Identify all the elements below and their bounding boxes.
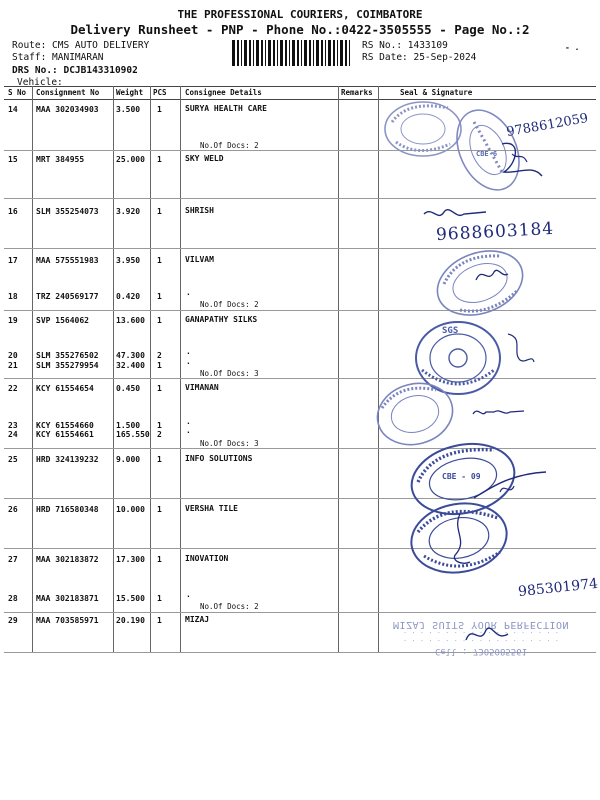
handwritten-phone-1: 9788612059 [505, 110, 590, 141]
row-sno: 28 [8, 594, 18, 603]
col-divider [378, 86, 379, 652]
row-consignee: . [186, 426, 191, 435]
barcode-bar [256, 40, 259, 66]
row-sno: 15 [8, 155, 18, 164]
row-weight: 20.190 [116, 616, 145, 625]
row-weight: 25.000 [116, 155, 145, 164]
col-header-consignee: Consignee Details [185, 88, 262, 97]
sgs-stamp-text: SGS [442, 326, 459, 336]
row-consignee: . [186, 288, 191, 297]
row-consignment: TRZ 240569177 [36, 292, 99, 301]
col-header-seal: Seal & Signature [400, 88, 473, 97]
row-consignee: VILVAM [185, 255, 214, 264]
row-consignment: HRD 324139232 [36, 455, 99, 464]
row-consignee: MIZAJ [185, 615, 210, 624]
row-consignee: . [186, 347, 191, 356]
barcode-bar [241, 40, 242, 66]
barcode-bar [304, 40, 307, 66]
rs-number: RS No.: 1433109 [362, 40, 448, 51]
barcode-bar [261, 40, 263, 66]
row-weight: 32.400 [116, 361, 145, 370]
cbe-stamp: CBE - 09 [442, 472, 481, 481]
row-consignee: . [186, 417, 191, 426]
mizaj-stamp-cell: Cell : 7305085561 [434, 646, 528, 656]
barcode-bar [249, 40, 251, 66]
row-sno: 25 [8, 455, 18, 464]
row-weight: 3.500 [116, 105, 141, 114]
barcode-bar [313, 40, 314, 66]
barcode-bar [253, 40, 254, 66]
row-pcs: 1 [157, 316, 162, 325]
row-consignee: . [186, 357, 191, 366]
row-consignment: MRT 384955 [36, 155, 85, 164]
barcode-bar [297, 40, 299, 66]
mizaj-signature [462, 620, 512, 650]
docs-count: No.Of Docs: 2 [200, 602, 259, 611]
barcode-bar [292, 40, 295, 66]
row-consignee: INFO SOLUTIONS [185, 454, 253, 463]
col-header-sno: S No [8, 88, 27, 97]
barcode-bar [349, 40, 350, 66]
docs-count: No.Of Docs: 3 [200, 369, 259, 378]
row-sno: 18 [8, 292, 18, 301]
row-pcs: 2 [157, 351, 162, 360]
mizaj-stamp-line: MIZAJ SUITS YOUR PERFECTION [392, 619, 570, 630]
vimanan-signature [470, 402, 526, 422]
row-consignment: KCY 61554654 [36, 384, 94, 393]
barcode-bar [328, 40, 331, 66]
table-top-rule [4, 86, 596, 87]
barcode-bar [340, 40, 343, 66]
row-weight: 15.500 [116, 594, 145, 603]
row-pcs: 1 [157, 292, 162, 301]
row-pcs: 1 [157, 105, 162, 114]
row-consignment: KCY 61554661 [36, 430, 94, 439]
row-pcs: 1 [157, 555, 162, 564]
barcode-bar [316, 40, 319, 66]
barcode-bar [268, 40, 271, 66]
runsheet-title: Delivery Runsheet - PNP - Phone No.:0422-3505555 - Page No.:2 [70, 22, 530, 37]
row-consignment: MAA 703585971 [36, 616, 99, 625]
col-divider [150, 86, 151, 652]
col-divider [180, 86, 181, 652]
row-sno: 26 [8, 505, 18, 514]
row-consignee: GANAPATHY SILKS [185, 315, 258, 324]
mark-dot: - . [565, 43, 580, 52]
row-consignment: MAA 302183871 [36, 594, 99, 603]
barcode-bar [273, 40, 275, 66]
vilvam-signature [472, 262, 512, 288]
row-sno: 27 [8, 555, 18, 564]
vehicle-label: Vehicle: [17, 77, 63, 88]
row-consignee: SKY WELD [185, 154, 224, 163]
row-weight: 0.450 [116, 384, 141, 393]
sky-weld-signature [492, 134, 552, 184]
row-consignment: MAA 302183872 [36, 555, 99, 564]
handwritten-phone-3: 985301974 [517, 575, 599, 601]
col-header-consignment: Consignment No [36, 88, 100, 97]
row-separator [4, 378, 596, 379]
mizaj-stamp-address: . . . . . . . . . . . . . . . . . . . [403, 638, 559, 646]
row-weight: 1.500 [116, 421, 141, 430]
barcode-bar [325, 40, 326, 66]
route-label: Route: CMS AUTO DELIVERY [12, 40, 150, 51]
row-consignment: HRD 716580348 [36, 505, 99, 514]
barcode-bar [301, 40, 302, 66]
barcode-bar [265, 40, 266, 66]
row-consignee: . [186, 590, 191, 599]
barcode-bar [345, 40, 347, 66]
handwritten-phone-2: 9688603184 [435, 218, 555, 246]
row-weight: 0.420 [116, 292, 141, 301]
docs-count: No.Of Docs: 2 [200, 141, 259, 150]
row-pcs: 1 [157, 421, 162, 430]
row-consignment: MAA 302034903 [36, 105, 99, 114]
row-sno: 17 [8, 256, 18, 265]
row-sno: 29 [8, 616, 18, 625]
col-header-remarks: Remarks [341, 88, 373, 97]
barcode-bar [285, 40, 287, 66]
col-divider [113, 86, 114, 652]
barcode-bar [277, 40, 278, 66]
row-consignee: VIMANAN [185, 383, 219, 392]
row-consignment: SLM 355276502 [36, 351, 99, 360]
versha-signature [440, 510, 480, 570]
sgs-signature [500, 328, 540, 368]
row-weight: 47.300 [116, 351, 145, 360]
barcode-bar [237, 40, 239, 66]
row-pcs: 1 [157, 455, 162, 464]
row-pcs: 2 [157, 430, 162, 439]
row-consignment: KCY 61554660 [36, 421, 94, 430]
row-sno: 16 [8, 207, 18, 216]
row-pcs: 1 [157, 155, 162, 164]
mizaj-stamp-address: . . . . . . . . . . . . . . . . . . . [403, 630, 559, 638]
row-weight: 10.000 [116, 505, 145, 514]
row-weight: 3.950 [116, 256, 141, 265]
barcode-bar [333, 40, 335, 66]
barcode-bar [321, 40, 323, 66]
docs-count: No.Of Docs: 3 [200, 439, 259, 448]
col-header-pcs: PCS [153, 88, 167, 97]
table-header-rule [4, 99, 596, 100]
staff-label: Staff: MANIMARAN [12, 52, 104, 63]
cbe-stamp-small: CBE 6 [476, 150, 498, 158]
row-consignee: INOVATION [185, 554, 229, 563]
row-sno: 23 [8, 421, 18, 430]
row-sno: 22 [8, 384, 18, 393]
barcode-bar [337, 40, 338, 66]
row-pcs: 1 [157, 616, 162, 625]
barcode-bar [289, 40, 290, 66]
row-sno: 21 [8, 361, 18, 370]
row-pcs: 1 [157, 384, 162, 393]
col-header-weight: Weight [116, 88, 144, 97]
col-divider [32, 86, 33, 652]
row-sno: 20 [8, 351, 18, 360]
row-weight: 17.300 [116, 555, 145, 564]
barcode-bar [232, 40, 235, 66]
row-consignment: SLM 355254073 [36, 207, 99, 216]
row-consignee: SURYA HEALTH CARE [185, 104, 267, 113]
row-sno: 19 [8, 316, 18, 325]
row-weight: 165.550 [116, 430, 150, 439]
company-name: THE PROFESSIONAL COURIERS, COIMBATORE [177, 8, 423, 21]
row-sno: 14 [8, 105, 18, 114]
row-sno: 24 [8, 430, 18, 439]
row-weight: 9.000 [116, 455, 141, 464]
col-divider [338, 86, 339, 652]
row-pcs: 1 [157, 361, 162, 370]
barcode-bar [309, 40, 311, 66]
barcode [232, 40, 350, 66]
row-consignee: SHRISH [185, 206, 214, 215]
row-consignment: SVP 1564062 [36, 316, 89, 325]
row-consignee: VERSHA TILE [185, 504, 238, 513]
row-weight: 13.600 [116, 316, 145, 325]
rs-date: RS Date: 25-Sep-2024 [362, 52, 477, 63]
row-pcs: 1 [157, 207, 162, 216]
drs-number: DRS No.: DCJB143310902 [12, 65, 138, 76]
row-separator [4, 198, 596, 199]
barcode-bar [244, 40, 247, 66]
row-pcs: 1 [157, 594, 162, 603]
row-consignment: MAA 575551983 [36, 256, 99, 265]
row-consignment: SLM 355279954 [36, 361, 99, 370]
barcode-bar [280, 40, 283, 66]
docs-count: No.Of Docs: 2 [200, 300, 259, 309]
row-weight: 3.920 [116, 207, 141, 216]
row-pcs: 1 [157, 505, 162, 514]
row-pcs: 1 [157, 256, 162, 265]
